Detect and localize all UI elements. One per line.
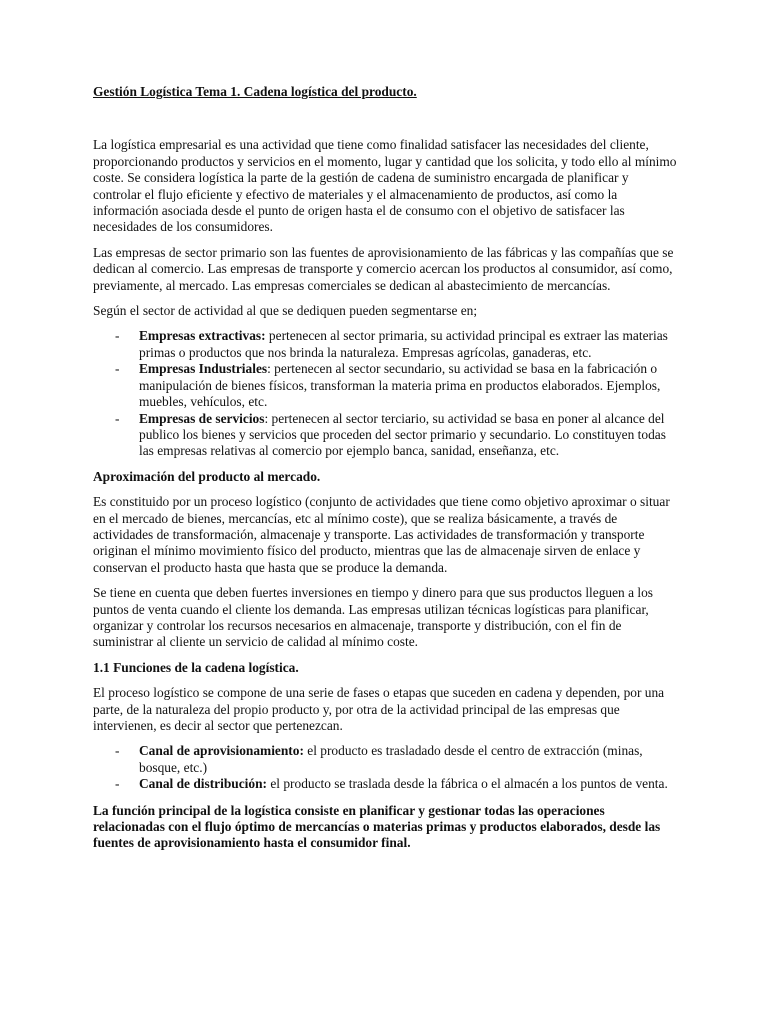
document-body [93,84,677,852]
dash-bullet: - [115,328,120,344]
list-item-text: : pertenecen al sector secundario, su actividad se basa en la fabricación o manipulación de bienes físicos, transforman la materia prima en productos elaborados. Ejemplos, muebles, vehículos, etc. [139,361,661,410]
sector-paragraph: Las empresas de sector primario son las fuentes de aprovisionamiento de las fábricas y las compañías que se dedican al comercio. Las empresas de transporte y comercio acercan los productos al consumidor, así como, previamente, al mercado. Las empresas comerciales se dedican al abastecimiento de mercancías. [93,244,674,293]
list-item-text: el producto es trasladado desde el centro de extracción (minas, bosque, etc.) [139,743,643,775]
section-heading-functions: 1.1 Funciones de la cadena logística. [93,659,299,675]
list-item [93,743,677,776]
final-paragraph: La función principal de la logística consiste en planificar y gestionar todas las operaciones relacionadas con el flujo óptimo de mercancías o materias primas y productos elaborados, desde las fuentes de aprovisionamiento hasta el consumidor final. [93,802,661,851]
list-item-term: Canal de distribución: [139,776,267,792]
document-title: Gestión Logística Tema 1. Cadena logística del producto. [93,84,417,99]
functions-paragraph: El proceso logístico se compone de una serie de fases o etapas que suceden en cadena y dependen, por una parte, de la naturaleza del propio producto y, por otra de la actividad principal de las empresas que intervienen, es decir al sector que pertenezcan. [93,685,665,733]
channel-list [93,743,677,792]
list-item-text: pertenecen al sector primaria, su actividad principal es extraer las materias primas o productos que nos brinda la naturaleza. Empresas agrícolas, ganaderas, etc. [139,328,668,360]
dash-bullet: - [115,410,120,426]
approximation-paragraph-1: Es constituido por un proceso logístico (conjunto de actividades que tiene como objetivo aproximar o situar en el mercado de bienes, mercancías, etc al mínimo coste), que se realiza básicamente, a través de actividades de transformación, almacenaje y transporte. Las actividades de transformación y transporte originan el mínimo movimiento físico del producto, mientras que las de almacenaje sirven de enlace y conservan el producto hasta que hasta que se produce la demanda. [93,494,670,575]
intro-paragraph: La logística empresarial es una actividad que tiene como finalidad satisfacer las necesidades del cliente, proporcionando productos y servicios en el momento, lugar y cantidad que los solicita, y todo ello al mínimo coste. Se considera logística la parte de la gestión de cadena de suministro encargada de planificar y controlar el flujo eficiente y efectivo de materiales y el almacenamiento de productos, así como la información asociada desde el punto de origen hasta el de consumo con el objetivo de satisfacer las necesidades de los consumidores. [93,137,677,235]
section-heading-approximation: Aproximación del producto al mercado. [93,468,321,484]
list-item-term: Canal de aprovisionamiento: [139,743,304,759]
list-item [93,776,677,792]
list-item-text: el producto se traslada desde la fábrica o el almacén a los puntos de venta. [266,776,668,792]
segment-list [93,328,677,459]
list-item [93,328,677,361]
list-item-term: Empresas extractivas: [139,328,266,344]
dash-bullet: - [115,776,120,792]
dash-bullet: - [115,743,120,759]
list-item [93,411,677,460]
segment-intro: Según el sector de actividad al que se dediquen pueden segmentarse en; [93,303,478,319]
dash-bullet: - [115,361,120,377]
list-item-term: Empresas Industriales [139,361,268,377]
list-item-term: Empresas de servicios [139,410,265,426]
list-item-text: : pertenecen al sector terciario, su actividad se basa en poner al alcance del publico los bienes y servicios que proceden del sector primario y secundario. Lo constituyen todas las empresas relativas al comercio por ejemplo banca, sanidad, enseñanza, etc. [139,410,666,459]
approximation-paragraph-2: Se tiene en cuenta que deben fuertes inversiones en tiempo y dinero para que sus productos lleguen a los puntos de venta cuando el cliente los demanda. Las empresas utilizan técnicas logísticas para planificar, organizar y controlar los recursos necesarios en almacenaje, transporte y distribución, con el fin de suministrar al cliente un servicio de calidad al mínimo coste. [93,585,654,650]
list-item [93,361,677,410]
